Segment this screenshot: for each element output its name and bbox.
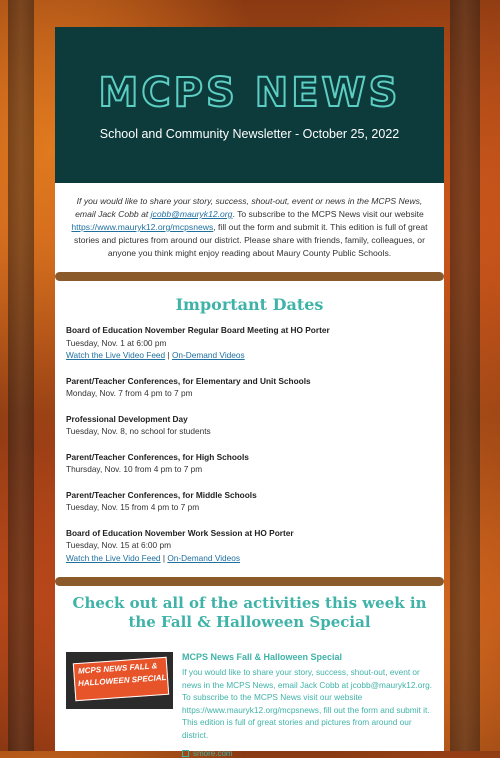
intro-website-link[interactable]: https://www.mauryk12.org/mcpsnews (71, 222, 214, 232)
background-tree-right (450, 0, 480, 751)
intro-italic: If you would like to share your story, success, shout-out, event or news in the MCPS News, email Jack Cobb at (75, 196, 423, 219)
newsletter-title: MCPS NEWS (98, 70, 401, 116)
intro-text-1: . To subscribe to the MCPS News visit our website (232, 209, 424, 219)
section-divider (55, 577, 444, 586)
event-item (66, 413, 433, 438)
event-when: Tuesday, Nov. 15 from 4 pm to 7 pm (66, 502, 200, 512)
event-item (66, 489, 433, 514)
feature-body: If you would like to share your story, success, shout-out, event or news in the MCPS News, email Jack Cobb at jcobb@mauryk12.org. To subscribe to the MCPS News visit our website https://www.mauryk12.org/mcpsnews, fill out the form and submit it. This edition is full of great stories and pictures from around our district. (182, 667, 433, 740)
feature-card[interactable] (55, 652, 444, 758)
feature-source[interactable] (182, 749, 433, 758)
thumbnail-text: HALLOWEEN SPECIAL (77, 672, 167, 689)
section-divider (55, 272, 444, 281)
special-title: Check out all of the activities this week in the Fall & Halloween Special (72, 594, 427, 631)
event-when: Thursday, Nov. 10 from 4 pm to 7 pm (66, 464, 203, 474)
on-demand-link[interactable]: On-Demand Videos (171, 350, 245, 360)
event-item (66, 527, 433, 565)
event-when: Tuesday, Nov. 15 at 6:00 pm (66, 540, 171, 550)
events-list (55, 324, 444, 564)
link-separator: | (160, 552, 168, 563)
event-item (66, 451, 433, 476)
event-name: Board of Education November Regular Board Meeting at HO Porter (66, 325, 330, 335)
event-name: Parent/Teacher Conferences, for High Schools (66, 451, 249, 462)
intro-text-2: , fill out the form and submit it. This edition is full of great stories and pictures from around our district. Please share with friends, family, colleagues, or anyone you think might enjoy reading about Maury County Public Schools. (74, 222, 428, 258)
newsletter-card (55, 27, 444, 758)
event-when: Tuesday, Nov. 1 at 6:00 pm (66, 337, 167, 348)
event-name: Professional Development Day (66, 413, 188, 424)
event-when: Monday, Nov. 7 from 4 pm to 7 pm (66, 388, 193, 398)
live-video-link[interactable]: Watch the Live Vido Feed (66, 552, 161, 563)
event-name: Board of Education November Work Session at HO Porter (66, 527, 294, 538)
event-item (66, 324, 433, 362)
feature-thumbnail[interactable] (66, 652, 173, 709)
external-link-icon (182, 750, 189, 757)
newsletter-subtitle: School and Community Newsletter - October 25, 2022 (99, 127, 400, 141)
on-demand-link[interactable]: On-Demand Videos (167, 552, 241, 563)
thumbnail-text: MCPS NEWS FALL & (77, 661, 158, 676)
event-when: Tuesday, Nov. 8, no school for students (66, 426, 211, 436)
intro-paragraph (55, 183, 444, 272)
event-name: Parent/Teacher Conferences, for Elementary and Unit Schools (66, 375, 311, 386)
feature-source-label: smore.com (193, 749, 233, 758)
intro-email-link[interactable]: jcobb@mauryk12.org (150, 209, 233, 219)
important-dates-title: Important Dates (175, 295, 324, 314)
link-separator: | (165, 350, 172, 360)
event-item (66, 375, 433, 400)
event-name: Parent/Teacher Conferences, for Middle Schools (66, 489, 257, 500)
feature-text (173, 652, 433, 758)
background-tree-left (8, 0, 34, 751)
feature-title[interactable]: MCPS News Fall & Halloween Special (182, 652, 343, 662)
newsletter-header (55, 27, 444, 183)
live-video-link[interactable]: Watch the Live Video Feed (66, 350, 166, 360)
